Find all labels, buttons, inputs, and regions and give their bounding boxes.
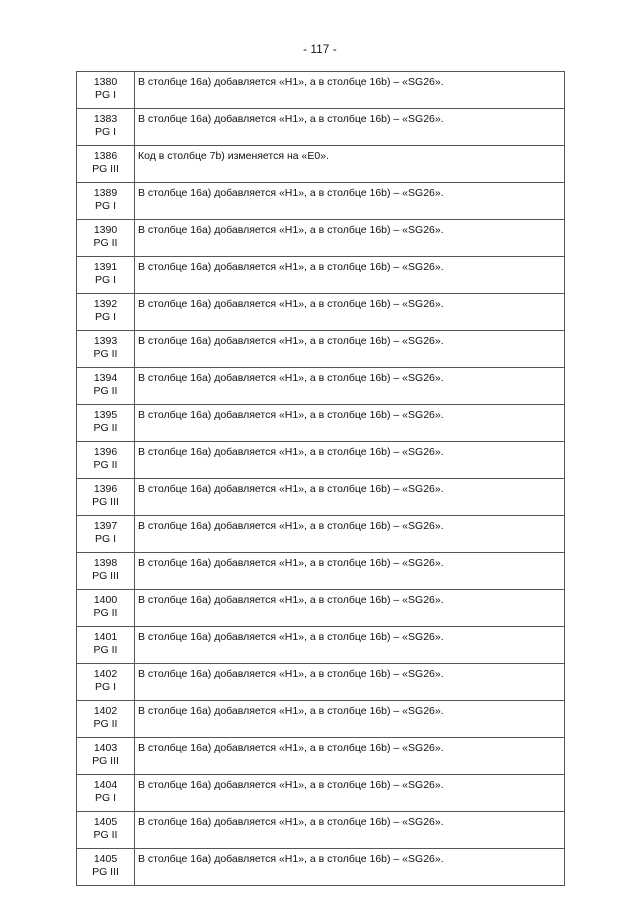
table-row: [77, 738, 565, 775]
packing-group: PG I: [94, 533, 116, 545]
un-number-cell: [77, 109, 135, 146]
table-row: [77, 146, 565, 183]
un-number: 1398: [93, 557, 118, 569]
un-number: 1405: [93, 853, 118, 865]
un-number: 1386: [93, 150, 118, 162]
un-number: 1405: [93, 816, 118, 828]
un-number-cell: [77, 442, 135, 479]
packing-group: PG I: [94, 681, 116, 693]
packing-group: PG II: [93, 348, 118, 360]
packing-group: PG I: [94, 274, 116, 286]
packing-group: PG II: [93, 718, 118, 730]
un-number-cell: [77, 812, 135, 849]
packing-group: PG II: [93, 829, 118, 841]
amendment-text: В столбце 16a) добавляется «H1», а в столбце 16b) – «SG26».: [135, 294, 565, 331]
amendment-text: В столбце 16a) добавляется «H1», а в столбце 16b) – «SG26».: [135, 220, 565, 257]
packing-group: PG I: [94, 126, 116, 138]
un-number: 1402: [93, 705, 118, 717]
un-number: 1396: [93, 446, 118, 458]
un-number: 1402: [93, 668, 118, 680]
packing-group: PG II: [93, 644, 118, 656]
amendment-text: В столбце 16a) добавляется «H1», а в столбце 16b) – «SG26».: [135, 812, 565, 849]
page-number: - 117 -: [303, 44, 337, 56]
un-number-cell: [77, 72, 135, 109]
packing-group: PG II: [93, 422, 118, 434]
un-number-cell: [77, 220, 135, 257]
amendment-text: В столбце 16a) добавляется «H1», а в столбце 16b) – «SG26».: [135, 775, 565, 812]
un-number-cell: [77, 479, 135, 516]
packing-group: PG II: [93, 459, 118, 471]
packing-group: PG II: [93, 237, 118, 249]
table-row: [77, 812, 565, 849]
packing-group: PG I: [94, 311, 116, 323]
un-number: 1393: [93, 335, 118, 347]
table-row: [77, 701, 565, 738]
un-number: 1396: [93, 483, 118, 495]
table-body: [77, 72, 565, 886]
un-number: 1400: [93, 594, 118, 606]
un-number-cell: [77, 368, 135, 405]
amendment-text: В столбце 16a) добавляется «H1», а в столбце 16b) – «SG26».: [135, 849, 565, 886]
un-number-cell: [77, 553, 135, 590]
un-number: 1380: [93, 76, 118, 88]
un-number-cell: [77, 146, 135, 183]
table-row: [77, 849, 565, 886]
packing-group: PG I: [94, 200, 116, 212]
un-number-cell: [77, 738, 135, 775]
packing-group: PG III: [92, 163, 119, 175]
un-number-cell: [77, 516, 135, 553]
un-number-cell: [77, 331, 135, 368]
amendment-text: В столбце 16a) добавляется «H1», а в столбце 16b) – «SG26».: [135, 72, 565, 109]
packing-group: PG III: [92, 570, 119, 582]
un-number: 1403: [93, 742, 118, 754]
amendment-text: Код в столбце 7b) изменяется на «E0».: [135, 146, 565, 183]
amendment-text: В столбце 16a) добавляется «H1», а в столбце 16b) – «SG26».: [135, 109, 565, 146]
packing-group: PG III: [92, 755, 119, 767]
table-row: [77, 109, 565, 146]
un-number: 1394: [93, 372, 118, 384]
table-row: [77, 257, 565, 294]
un-number: 1404: [93, 779, 118, 791]
un-number-cell: [77, 627, 135, 664]
un-number-cell: [77, 849, 135, 886]
packing-group: PG III: [92, 866, 119, 878]
amendment-text: В столбце 16a) добавляется «H1», а в столбце 16b) – «SG26».: [135, 627, 565, 664]
un-number: 1397: [93, 520, 118, 532]
un-number-cell: [77, 257, 135, 294]
un-number: 1392: [93, 298, 118, 310]
un-number: 1389: [93, 187, 118, 199]
un-number: 1401: [93, 631, 118, 643]
table-row: [77, 183, 565, 220]
amendment-text: В столбце 16a) добавляется «H1», а в столбце 16b) – «SG26».: [135, 257, 565, 294]
amendment-text: В столбце 16a) добавляется «H1», а в столбце 16b) – «SG26».: [135, 442, 565, 479]
amendment-text: В столбце 16a) добавляется «H1», а в столбце 16b) – «SG26».: [135, 183, 565, 220]
amendment-text: В столбце 16a) добавляется «H1», а в столбце 16b) – «SG26».: [135, 664, 565, 701]
amendment-text: В столбце 16a) добавляется «H1», а в столбце 16b) – «SG26».: [135, 516, 565, 553]
un-number-cell: [77, 775, 135, 812]
table-row: [77, 368, 565, 405]
table-row: [77, 405, 565, 442]
un-number: 1391: [93, 261, 118, 273]
amendment-text: В столбце 16a) добавляется «H1», а в столбце 16b) – «SG26».: [135, 738, 565, 775]
amendment-text: В столбце 16a) добавляется «H1», а в столбце 16b) – «SG26».: [135, 479, 565, 516]
table-row: [77, 516, 565, 553]
table-row: [77, 627, 565, 664]
un-number-cell: [77, 183, 135, 220]
un-number: 1383: [93, 113, 118, 125]
table-row: [77, 590, 565, 627]
amendment-text: В столбце 16a) добавляется «H1», а в столбце 16b) – «SG26».: [135, 590, 565, 627]
table-row: [77, 72, 565, 109]
table-row: [77, 479, 565, 516]
un-number: 1390: [93, 224, 118, 236]
packing-group: PG II: [93, 385, 118, 397]
table-row: [77, 220, 565, 257]
table-row: [77, 442, 565, 479]
amendments-table: [76, 71, 565, 886]
un-number: 1395: [93, 409, 118, 421]
un-number-cell: [77, 590, 135, 627]
un-number-cell: [77, 405, 135, 442]
amendment-text: В столбце 16a) добавляется «H1», а в столбце 16b) – «SG26».: [135, 368, 565, 405]
packing-group: PG II: [93, 607, 118, 619]
amendment-text: В столбце 16a) добавляется «H1», а в столбце 16b) – «SG26».: [135, 331, 565, 368]
table-row: [77, 664, 565, 701]
packing-group: PG I: [94, 792, 116, 804]
un-number-cell: [77, 664, 135, 701]
un-number-cell: [77, 701, 135, 738]
table-row: [77, 553, 565, 590]
amendment-text: В столбце 16a) добавляется «H1», а в столбце 16b) – «SG26».: [135, 405, 565, 442]
amendment-text: В столбце 16a) добавляется «H1», а в столбце 16b) – «SG26».: [135, 701, 565, 738]
packing-group: PG III: [92, 496, 119, 508]
un-number-cell: [77, 294, 135, 331]
table-row: [77, 331, 565, 368]
table-row: [77, 775, 565, 812]
amendment-text: В столбце 16a) добавляется «H1», а в столбце 16b) – «SG26».: [135, 553, 565, 590]
table-row: [77, 294, 565, 331]
packing-group: PG I: [94, 89, 116, 101]
